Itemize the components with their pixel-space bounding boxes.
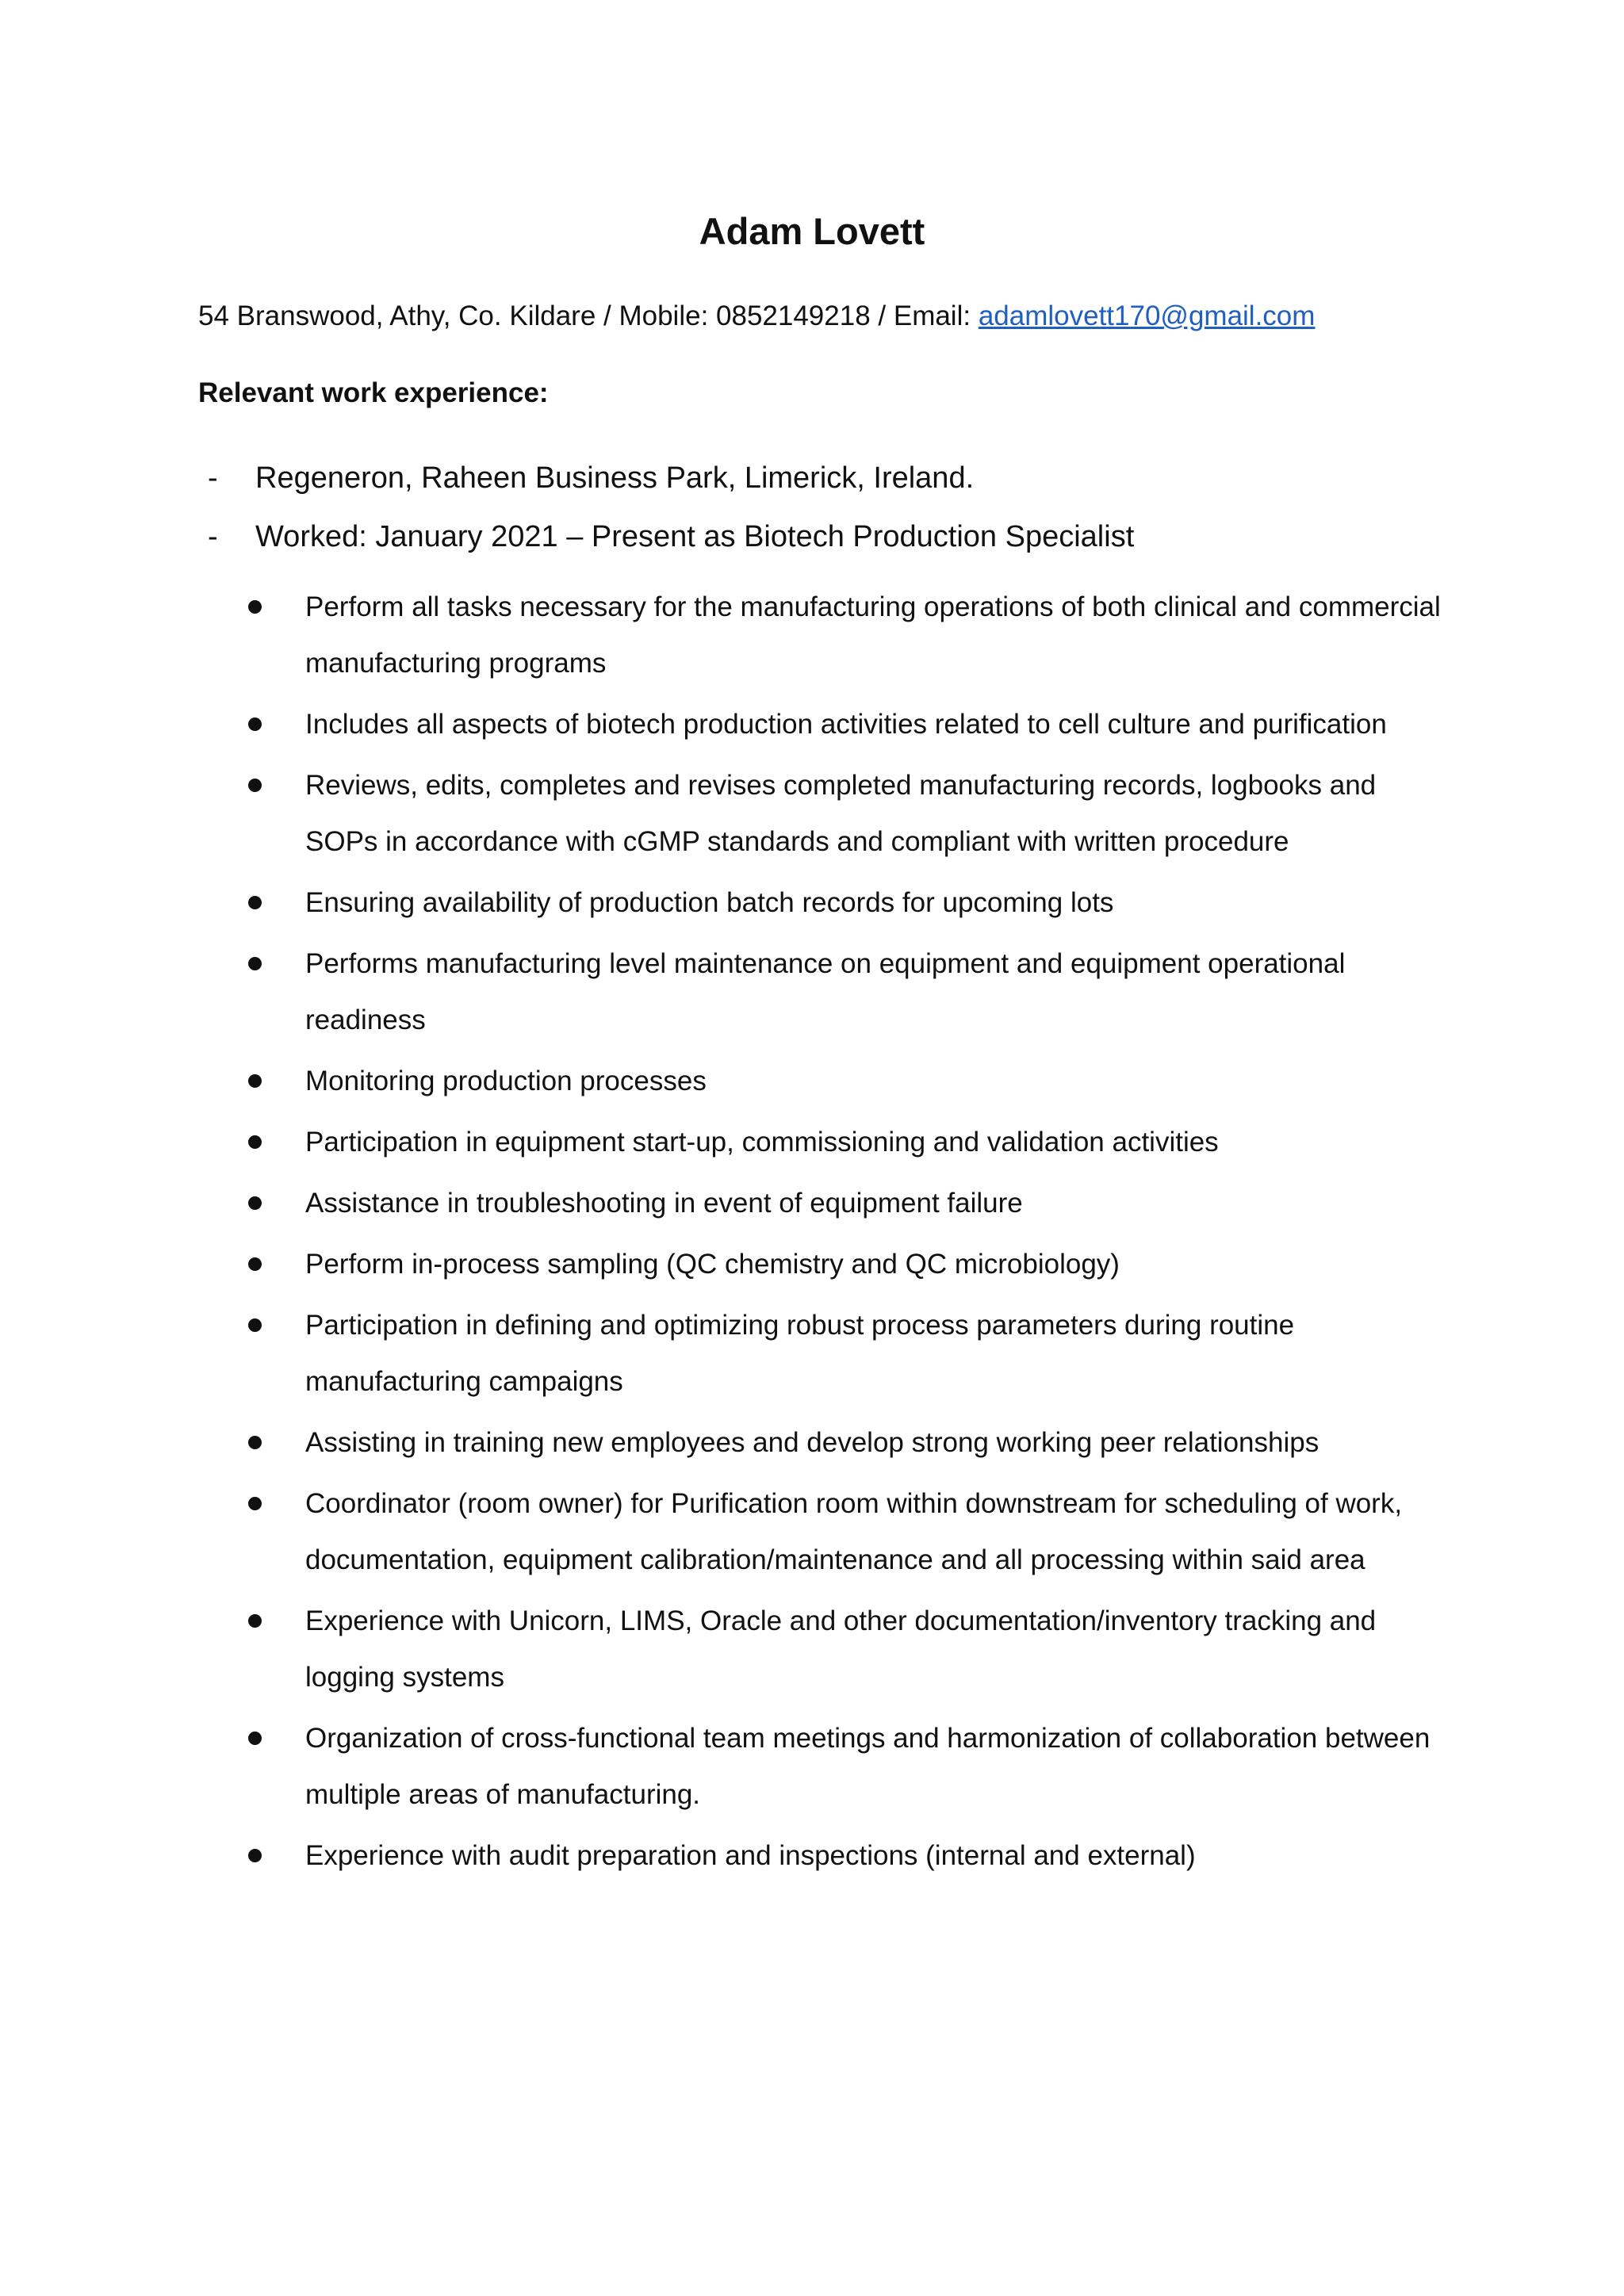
contact-line <box>198 297 1315 335</box>
candidate-name: Adam Lovett <box>699 210 925 252</box>
list-item <box>0 1593 1624 1705</box>
bullet-icon <box>248 1135 262 1149</box>
bullet-icon <box>248 1732 262 1745</box>
list-item <box>0 874 1624 931</box>
contact-details: 54 Branswood, Athy, Co. Kildare / Mobile: 0852149218 / Email: <box>198 300 979 331</box>
duty-text: Assistance in troubleshooting in event of equipment failure <box>305 1188 1023 1219</box>
duty-text: Participation in defining and optimizing robust process parameters during routine manufacturing campaigns <box>305 1310 1295 1397</box>
bullet-icon <box>248 1257 262 1271</box>
duty-text: Participation in equipment start-up, commissioning and validation activities <box>305 1127 1219 1158</box>
bullet-icon <box>248 1318 262 1332</box>
list-item <box>0 936 1624 1048</box>
list-item <box>0 1053 1624 1109</box>
bullet-icon <box>248 896 262 909</box>
bullet-icon <box>248 600 262 614</box>
bullet-icon <box>248 1614 262 1628</box>
duty-text: Assisting in training new employees and develop strong working peer relationships <box>305 1427 1320 1458</box>
email-link[interactable]: adamlovett170@gmail.com <box>978 300 1316 331</box>
dash-marker: - <box>208 520 218 553</box>
duty-text: Performs manufacturing level maintenance on equipment and equipment operational readiness <box>305 948 1346 1035</box>
list-item <box>0 1175 1624 1231</box>
list-item <box>0 1710 1624 1823</box>
bullet-icon <box>248 1074 262 1088</box>
duty-text: Experience with audit preparation and inspections (internal and external) <box>305 1840 1196 1871</box>
duty-text: Includes all aspects of biotech production activities related to cell culture and purification <box>305 709 1387 740</box>
list-item <box>0 696 1624 752</box>
list-item <box>0 1475 1624 1588</box>
duty-text: Coordinator (room owner) for Purification room within downstream for scheduling of work, documentation, equipment calibration/maintenance and all processing within said area <box>305 1488 1403 1575</box>
bullet-icon <box>248 1497 262 1510</box>
duty-text: Monitoring production processes <box>305 1066 707 1096</box>
bullet-icon <box>248 718 262 731</box>
list-item <box>0 1827 1624 1884</box>
bullet-icon <box>248 957 262 970</box>
section-heading: Relevant work experience: <box>198 377 549 408</box>
list-item <box>0 1414 1624 1471</box>
list-item <box>0 1236 1624 1292</box>
dash-marker: - <box>208 461 218 495</box>
bullet-icon <box>248 1436 262 1449</box>
list-item <box>0 1114 1624 1170</box>
duty-text: Perform in-process sampling (QC chemistry and QC microbiology) <box>305 1249 1120 1280</box>
bullet-icon <box>248 1196 262 1210</box>
duty-text: Perform all tasks necessary for the manufacturing operations of both clinical and commercial manufacturing programs <box>305 591 1441 679</box>
duty-text: Reviews, edits, completes and revises completed manufacturing records, logbooks and SOPs in accordance with cGMP standards and compliant with written procedure <box>305 770 1377 857</box>
worked-line: Worked: January 2021 – Present as Biotech Production Specialist <box>255 520 1135 553</box>
duty-text: Experience with Unicorn, LIMS, Oracle and other documentation/inventory tracking and logging systems <box>305 1605 1377 1693</box>
list-item <box>0 1297 1624 1410</box>
duty-text: Ensuring availability of production batch records for upcoming lots <box>305 887 1114 918</box>
employer-line: Regeneron, Raheen Business Park, Limerick, Ireland. <box>255 461 975 495</box>
list-item <box>0 757 1624 870</box>
bullet-icon <box>248 1849 262 1862</box>
list-item <box>0 579 1624 691</box>
bullet-icon <box>248 779 262 792</box>
duty-text: Organization of cross-functional team meetings and harmonization of collaboration between multiple areas of manufacturing. <box>305 1723 1431 1810</box>
duties-list <box>0 579 1624 1888</box>
